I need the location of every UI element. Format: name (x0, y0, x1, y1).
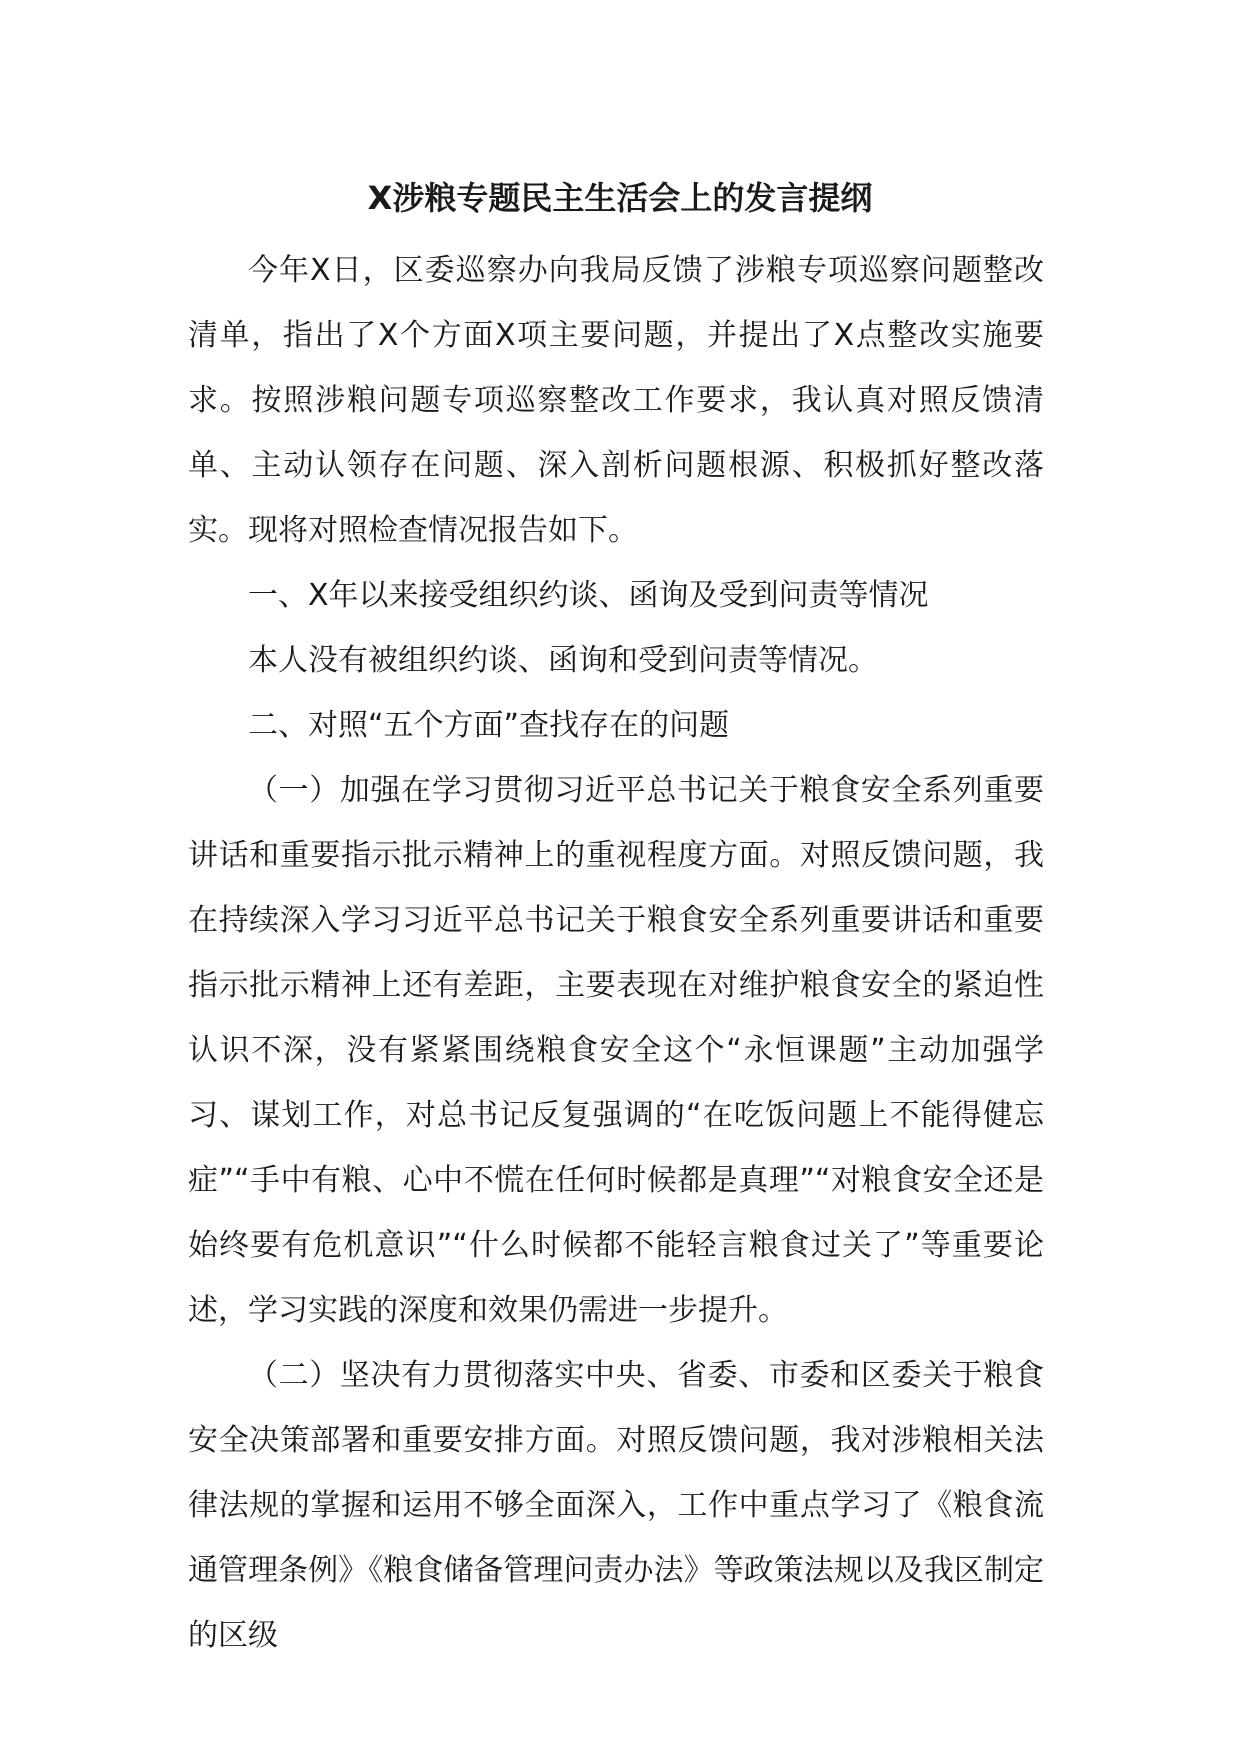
document-body (188, 238, 1044, 1668)
paragraph-section-1: 本人没有被组织约谈、函询和受到问责等情况。 (248, 643, 878, 678)
heading-section-1: 一、X年以来接受组织约谈、函询及受到问责等情况 (248, 578, 929, 613)
paragraph-intro: 今年X日，区委巡察办向我局反馈了涉粮专项巡察问题整改清单，指出了X个方面X项主要问题，并提出了X点整改实施要求。按照涉粮问题专项巡察整改工作要求，我认真对照反馈清单、主动认领存在问题、深入剖析问题根源、积极抓好整改落实。现将对照检查情况报告如下。 (188, 253, 1044, 548)
paragraph-item-1: （一）加强在学习贯彻习近平总书记关于粮食安全系列重要讲话和重要指示批示精神上的重视程度方面。对照反馈问题，我在持续深入学习习近平总书记关于粮食安全系列重要讲话和重要指示批示精神上还有差距，主要表现在对维护粮食安全的紧迫性认识不深，没有紧紧围绕粮食安全这个“永恒课题”主动加强学习、谋划工作，对总书记反复强调的“在吃饭问题上不能得健忘症”“手中有粮、心中不慌在任何时候都是真理”“对粮食安全还是始终要有危机意识”“什么时候都不能轻言粮食过关了”等重要论述，学习实践的深度和效果仍需进一步提升。 (188, 773, 1044, 1328)
heading-section-2: 二、对照“五个方面”查找存在的问题 (248, 708, 730, 743)
paragraph-item-2: （二）坚决有力贯彻落实中央、省委、市委和区委关于粮食安全决策部署和重要安排方面。对照反馈问题，我对涉粮相关法律法规的掌握和运用不够全面深入，工作中重点学习了《粮食流通管理条例》《粮食储备管理问责办法》等政策法规以及我区制定的区级 (188, 1358, 1044, 1653)
document-title: X涉粮专题民主生活会上的发言提纲 (367, 179, 873, 217)
